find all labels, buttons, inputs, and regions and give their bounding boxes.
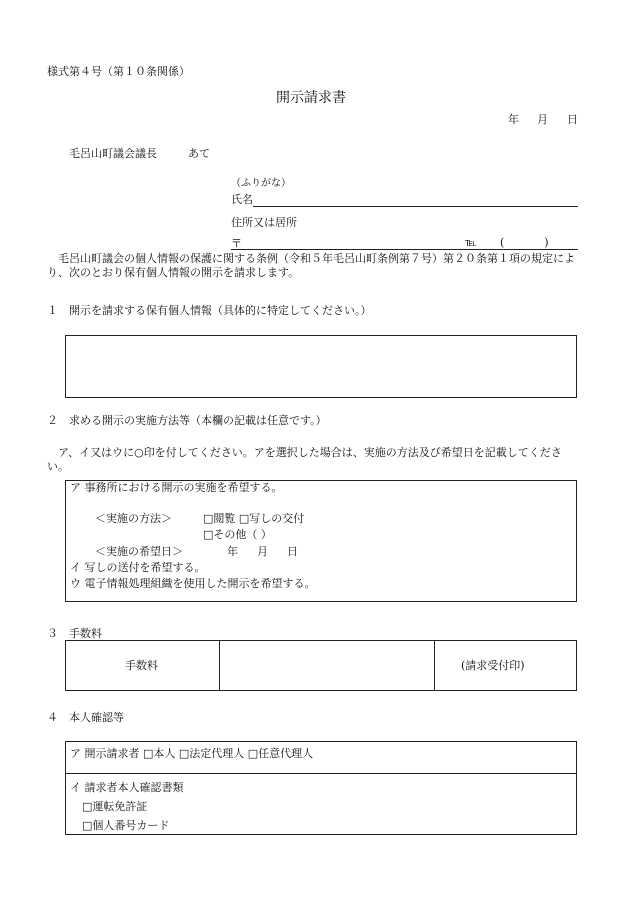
method-option-view-copy[interactable]: □閲覧 □写しの交付 — [203, 512, 305, 525]
addressee-honorific: あて — [188, 147, 210, 160]
date-month-label: 月 — [537, 113, 548, 126]
mynumber-card-checkbox[interactable]: □個人番号カード — [82, 819, 170, 832]
fee-value-cell[interactable] — [221, 641, 433, 690]
name-label: 氏名 — [231, 193, 253, 206]
address-label: 住所又は居所 — [231, 216, 297, 229]
fee-table-divider — [219, 640, 220, 691]
date-year-label: 年 — [508, 113, 519, 126]
section4-heading: ４ 本人確認等 — [47, 711, 124, 724]
drivers-license-checkbox[interactable]: □運転免許証 — [82, 800, 148, 813]
method-label: ＜実施の方法＞ — [95, 512, 172, 525]
option-a-text[interactable]: ア 事務所における開示の実施を希望する。 — [70, 481, 283, 494]
page-title: 開示請求書 — [276, 90, 346, 106]
requester-type-row[interactable]: ア 開示請求者 □本人 □法定代理人 □任意代理人 — [70, 747, 314, 760]
name-underline[interactable] — [253, 206, 578, 207]
option-i-text[interactable]: イ 写しの送付を希望する。 — [70, 561, 206, 574]
section1-heading: １ 開示を請求する保有個人情報（具体的に特定してください。） — [47, 304, 372, 317]
date-day-label: 日 — [567, 113, 578, 126]
section2-instruction: ア、イ又はウに○印を付してください。アを選択した場合は、実施の方法及び希望日を記載してください。 — [47, 446, 562, 474]
intro-paragraph: 毛呂山町議会の個人情報の保護に関する条例（令和５年毛呂山町条例第７号）第２０条第１項の規定により、次のとおり保有個人情報の開示を請求します。 — [47, 252, 575, 280]
postal-mark: 〒 — [231, 237, 242, 250]
section3-heading: ３ 手数料 — [47, 627, 102, 640]
desired-year-label: 年 — [227, 545, 238, 558]
receipt-stamp-label: (請求受付印) — [461, 659, 525, 672]
fee-table-divider — [434, 640, 435, 691]
tel-paren: ( ) — [500, 236, 555, 249]
form-number: 様式第４号（第１０条関係） — [47, 65, 190, 78]
desired-month-label: 月 — [257, 545, 268, 558]
section2-heading: ２ 求める開示の実施方法等（本欄の記載は任意です。） — [47, 414, 327, 427]
desired-day-label: 日 — [287, 545, 298, 558]
fee-label: 手数料 — [125, 659, 158, 672]
identity-table-divider — [65, 773, 577, 774]
id-documents-label: イ 請求者本人確認書類 — [70, 781, 184, 794]
tel-label: ℡ — [465, 236, 477, 249]
desired-date-label: ＜実施の希望日＞ — [95, 545, 183, 558]
addressee-name: 毛呂山町議会議長 — [69, 147, 157, 160]
requested-info-box[interactable] — [65, 335, 577, 398]
method-option-other[interactable]: □その他（ ） — [203, 528, 272, 541]
furigana-label: （ふりがな） — [231, 178, 291, 189]
option-u-text[interactable]: ウ 電子情報処理組織を使用した開示を希望する。 — [70, 577, 316, 590]
